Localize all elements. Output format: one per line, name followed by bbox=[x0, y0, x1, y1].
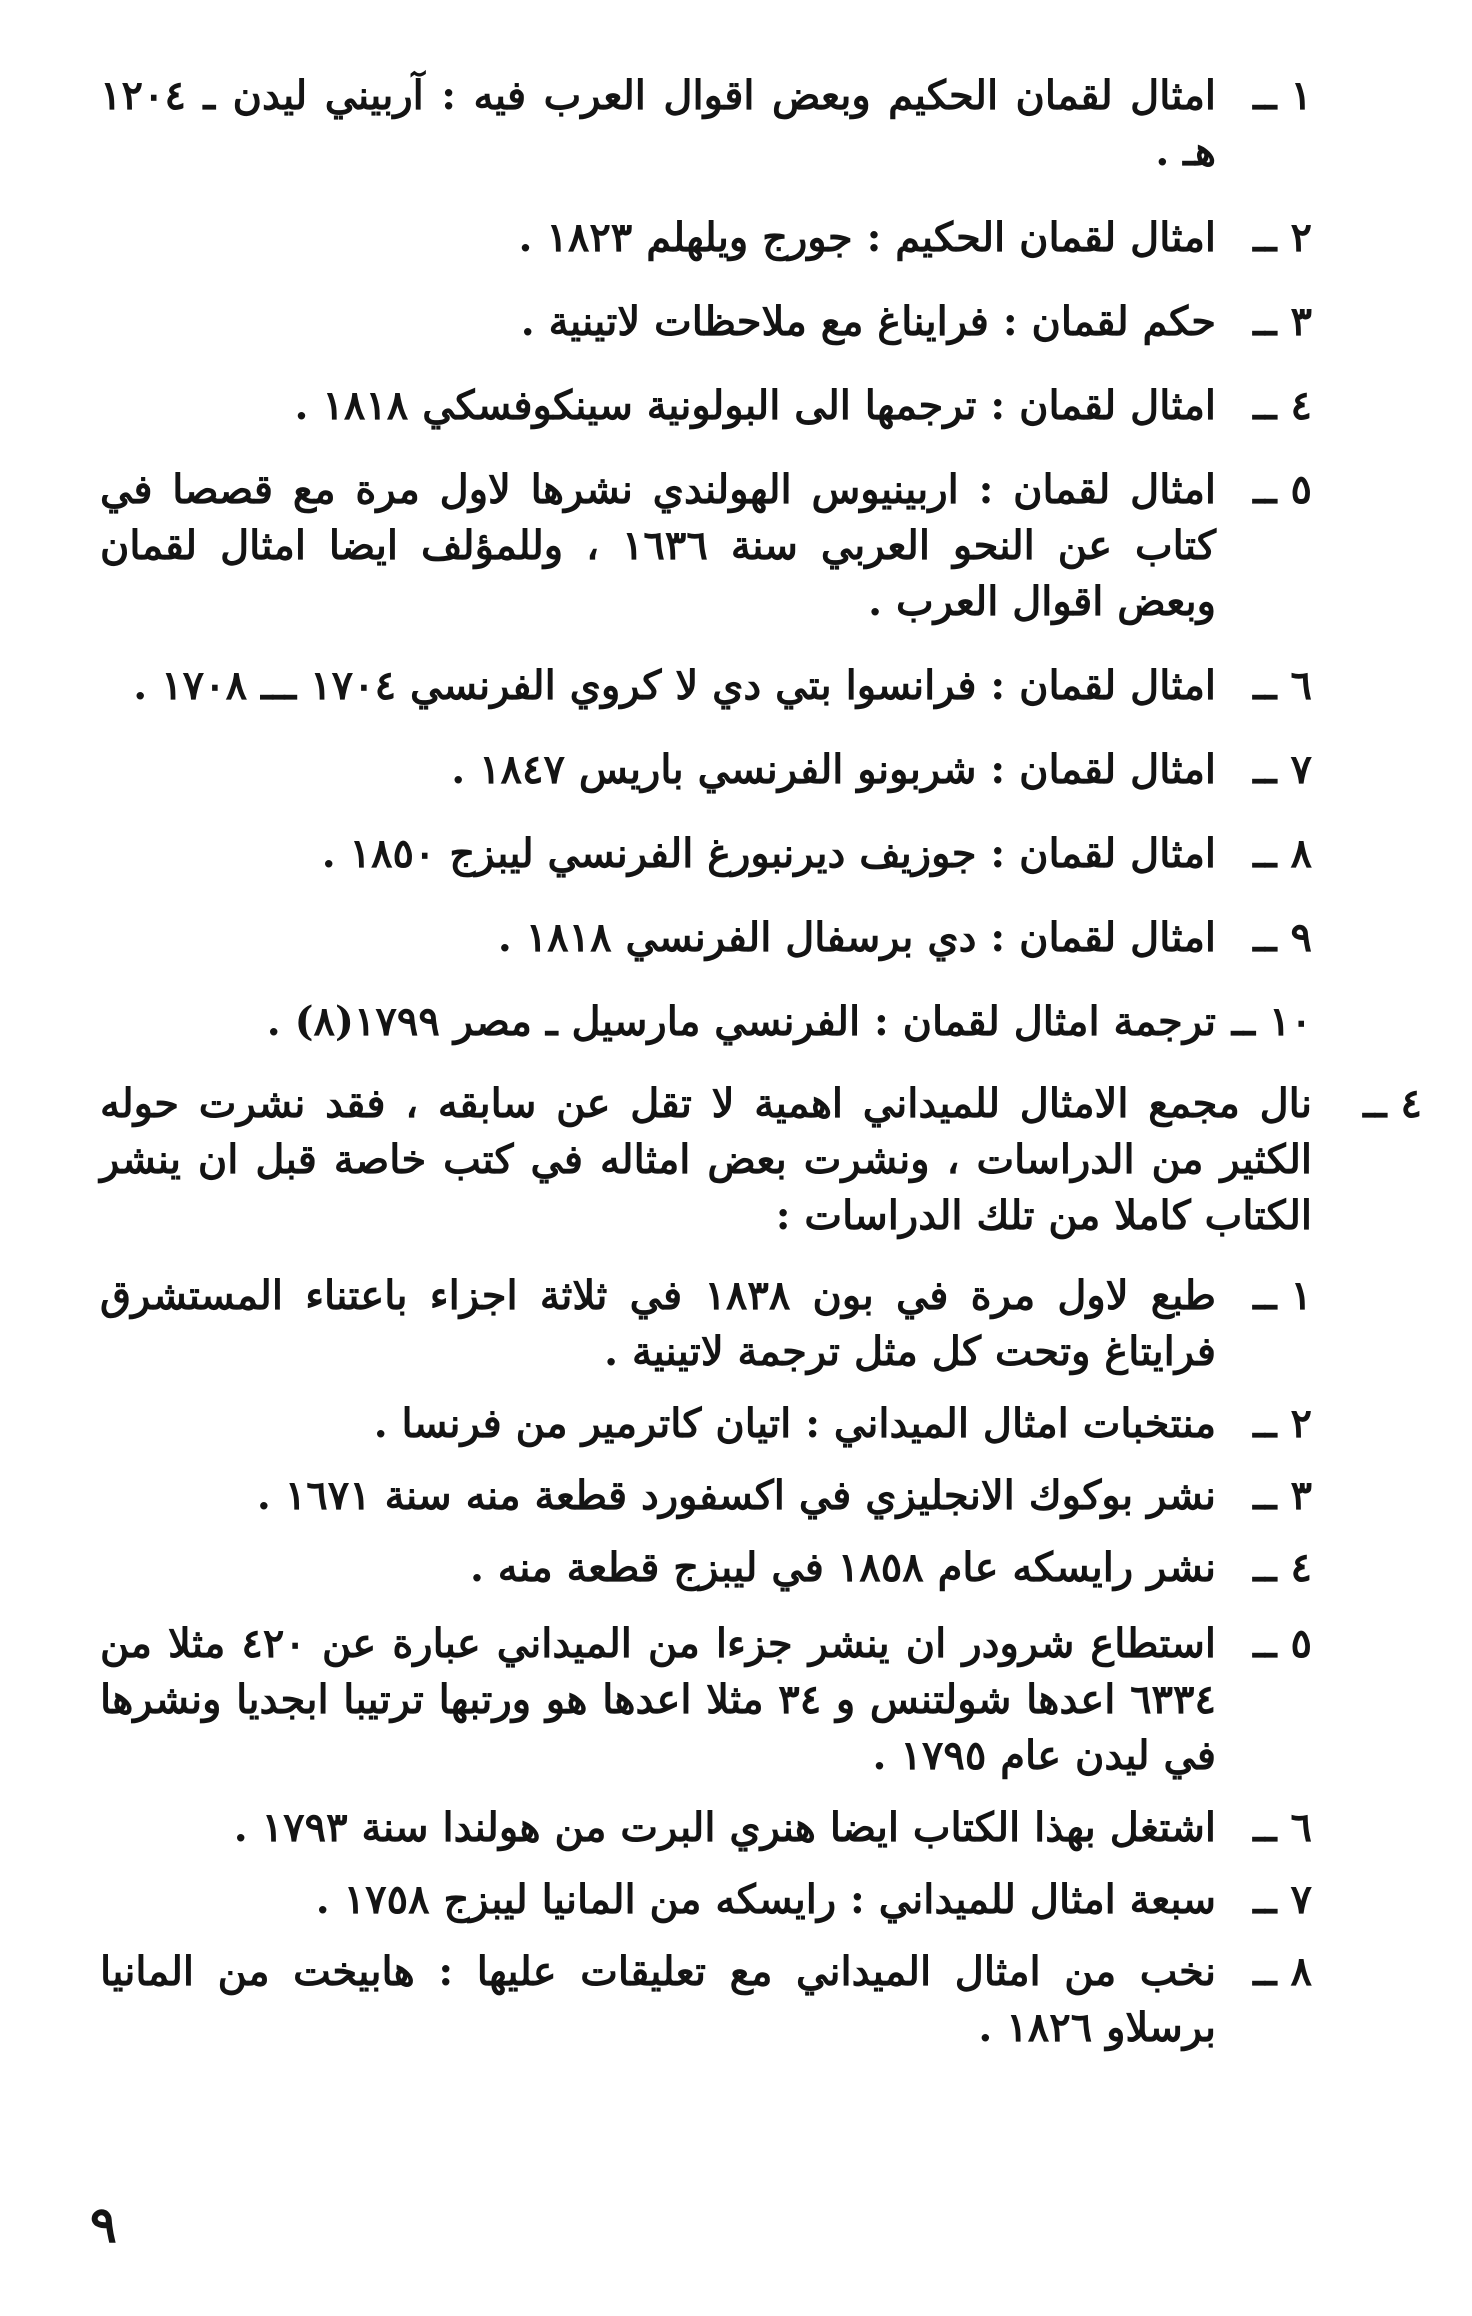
item-text: طبع لاول مرة في بون ١٨٣٨ في ثلاثة اجزاء باعتناء المستشرق فرايتاغ وتحت كل مثل ترجمة لاتينية . bbox=[100, 1272, 1216, 1375]
item-number: ٦ ــ bbox=[1253, 662, 1312, 709]
item-text: ترجمة امثال لقمان : الفرنسي مارسيل ـ مصر ١٧٩٩(٨) . bbox=[266, 998, 1216, 1045]
main-paragraph bbox=[100, 1076, 1422, 1244]
item-number: ٣ ــ bbox=[1253, 298, 1312, 345]
item-text: امثال لقمان الحكيم : جورج ويلهلم ١٨٢٣ . bbox=[518, 214, 1216, 261]
list-item bbox=[100, 378, 1312, 434]
list-item bbox=[100, 1396, 1312, 1452]
item-number: ٨ ــ bbox=[1253, 830, 1312, 877]
list-item bbox=[100, 1616, 1312, 1784]
item-text: منتخبات امثال الميداني : اتيان كاترمير من فرنسا . bbox=[373, 1400, 1216, 1447]
list-item bbox=[100, 462, 1312, 630]
item-text: استطاع شرودر ان ينشر جزءا من الميداني عبارة عن ٤٢٠ مثلا من ٦٣٣٤ اعدها شولتنس و ٣٤ مثلا اعدها هو ورتبها ترتيبا ابجديا ونشرها في ليدن عام ١٧٩٥ . bbox=[100, 1620, 1217, 1779]
item-text: امثال لقمان : اربينيوس الهولندي نشرها لاول مرة مع قصصا في كتاب عن النحو العربي سنة ١٦٣٦ ، وللمؤلف ايضا امثال لقمان وبعض اقوال العرب . bbox=[100, 466, 1216, 625]
item-number: ٩ ــ bbox=[1253, 914, 1312, 961]
item-text: اشتغل بهذا الكتاب ايضا هنري البرت من هولندا سنة ١٧٩٣ . bbox=[233, 1804, 1216, 1851]
item-number: ١ ــ bbox=[1253, 1272, 1312, 1319]
list-item bbox=[100, 294, 1312, 350]
list-item bbox=[100, 994, 1312, 1050]
item-number: ٣ ــ bbox=[1253, 1472, 1312, 1519]
item-number: ١٠ ــ bbox=[1231, 998, 1312, 1045]
list-item bbox=[100, 210, 1312, 266]
list-item bbox=[100, 826, 1312, 882]
list-item bbox=[100, 1872, 1312, 1928]
list-item bbox=[100, 1944, 1312, 2056]
item-text: نشر رايسكه عام ١٨٥٨ في ليبزج قطعة منه . bbox=[469, 1544, 1216, 1591]
item-number: ٥ ــ bbox=[1253, 1620, 1312, 1667]
item-text: حكم لقمان : فرايناغ مع ملاحظات لاتينية . bbox=[520, 298, 1216, 345]
list-item bbox=[100, 1800, 1312, 1856]
item-text: امثال لقمان : دي برسفال الفرنسي ١٨١٨ . bbox=[497, 914, 1216, 961]
item-number: ٤ ــ bbox=[1253, 382, 1312, 429]
item-number: ٢ ــ bbox=[1253, 1400, 1312, 1447]
item-number: ٤ ــ bbox=[1253, 1544, 1312, 1591]
item-text: نشر بوكوك الانجليزي في اكسفورد قطعة منه سنة ١٦٧١ . bbox=[256, 1472, 1216, 1519]
item-number: ٥ ــ bbox=[1253, 466, 1312, 513]
list-item bbox=[100, 1268, 1312, 1380]
item-text: سبعة امثال للميداني : رايسكه من المانيا ليبزج ١٧٥٨ . bbox=[315, 1876, 1216, 1923]
list-item bbox=[100, 1540, 1312, 1596]
list-item bbox=[100, 910, 1312, 966]
paragraph-text: نال مجمع الامثال للميداني اهمية لا تقل عن سابقه ، فقد نشرت حوله الكثير من الدراسات ، ونشرت بعض امثاله في كتب خاصة قبل ان ينشر الكتاب كاملا من تلك الدراسات : bbox=[100, 1080, 1312, 1239]
item-number: ٧ ــ bbox=[1253, 1876, 1312, 1923]
list-item bbox=[100, 658, 1312, 714]
item-number: ١ ــ bbox=[1253, 72, 1312, 119]
item-text: نخب من امثال الميداني مع تعليقات عليها : هابيخت من المانيا برسلاو ١٨٢٦ . bbox=[100, 1948, 1216, 2051]
list-item bbox=[100, 68, 1312, 180]
item-text: امثال لقمان : جوزيف ديرنبورغ الفرنسي ليبزج ١٨٥٠ . bbox=[321, 830, 1216, 877]
item-text: امثال لقمان : ترجمها الى البولونية سينكوفسكي ١٨١٨ . bbox=[294, 382, 1216, 429]
item-number: ٨ ــ bbox=[1253, 1948, 1312, 1995]
item-number: ٦ ــ bbox=[1253, 1804, 1312, 1851]
paragraph-number: ٤ ــ bbox=[1363, 1080, 1422, 1127]
item-text: امثال لقمان : شربونو الفرنسي باريس ١٨٤٧ . bbox=[451, 746, 1216, 793]
item-text: امثال لقمان : فرانسوا بتي دي لا كروي الفرنسي ١٧٠٤ ـــ ١٧٠٨ . bbox=[133, 662, 1216, 709]
item-number: ٧ ــ bbox=[1253, 746, 1312, 793]
item-text: امثال لقمان الحكيم وبعض اقوال العرب فيه : آربيني ليدن ـ ١٢٠٤ هـ . bbox=[100, 72, 1216, 175]
item-number: ٢ ــ bbox=[1253, 214, 1312, 261]
list-item bbox=[100, 742, 1312, 798]
list-item bbox=[100, 1468, 1312, 1524]
page-number: ٩ bbox=[90, 2195, 117, 2254]
